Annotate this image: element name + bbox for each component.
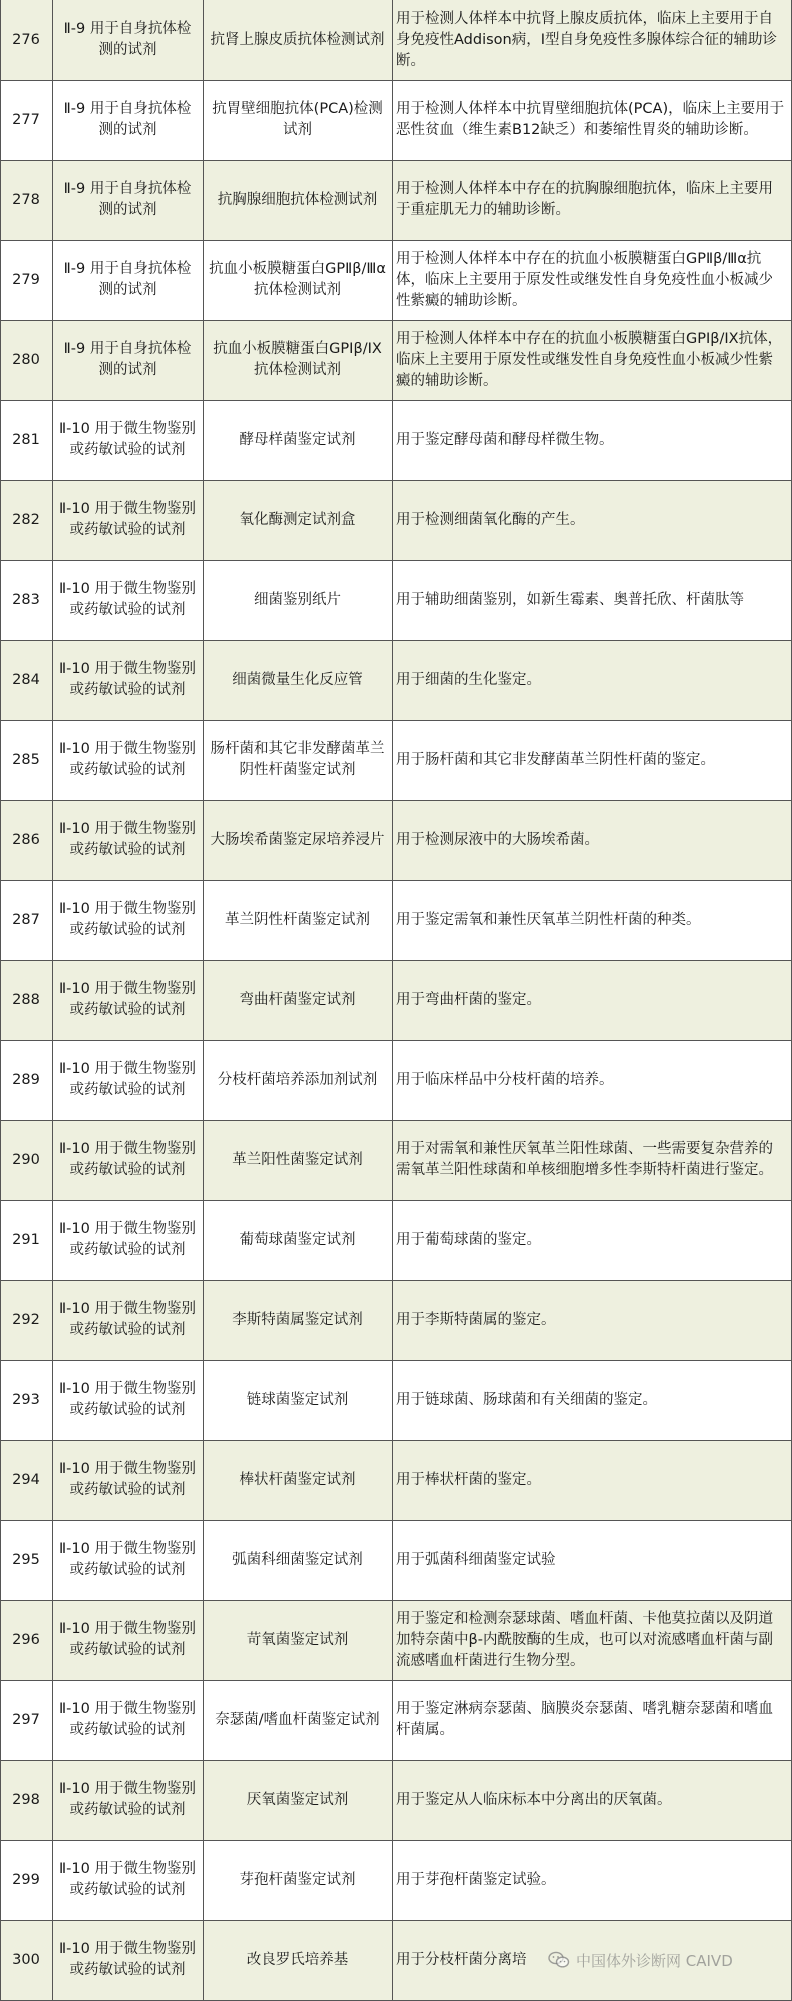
description-cell-text: 用于对需氧和兼性厌氧革兰阳性球菌、一些需要复杂营养的需氧革兰阳性球菌和单核细胞增多性李斯特杆菌进行鉴定。 [396,1141,773,1178]
product-name-cell-text: 弯曲杆菌鉴定试剂 [239,991,356,1008]
description-cell-text: 用于分枝杆菌分离培 [396,1951,527,1968]
description-cell [392,560,792,640]
category-cell-text: Ⅱ-10 用于微生物鉴别或药敏试验的试剂 [59,1781,196,1818]
watermark-text: 中国体外诊断网 CAIVD [576,1951,733,1970]
description-cell [392,80,792,160]
description-cell-text: 用于鉴定淋病奈瑟菌、脑膜炎奈瑟菌、嗜乳糖奈瑟菌和嗜血杆菌属。 [396,1701,773,1738]
product-name-cell [203,1440,392,1520]
row-number [0,800,52,880]
row-divider [0,480,792,481]
row-number [0,960,52,1040]
product-name-cell-text: 棒状杆菌鉴定试剂 [239,1471,356,1488]
category-cell-text: Ⅱ-9 用于自身抗体检测的试剂 [63,21,192,58]
category-cell-text: Ⅱ-10 用于微生物鉴别或药敏试验的试剂 [59,661,196,698]
product-name-cell [203,560,392,640]
category-cell [52,1840,203,1920]
category-cell [52,640,203,720]
product-name-cell [203,320,392,400]
category-cell-text: Ⅱ-10 用于微生物鉴别或药敏试验的试剂 [59,741,196,778]
table-row [0,1360,792,1440]
row-divider [0,1840,792,1841]
product-name-cell [203,800,392,880]
product-name-cell-text: 氧化酶测定试剂盒 [239,511,356,528]
description-cell-text: 用于芽孢杆菌鉴定试验。 [396,1871,556,1888]
row-number-text: 276 [12,31,40,48]
product-name-cell [203,1520,392,1600]
row-number [0,1280,52,1360]
description-cell-text: 用于棒状杆菌的鉴定。 [396,1471,541,1488]
column-divider [203,0,204,2001]
category-cell [52,1600,203,1680]
row-number-text: 277 [12,111,40,128]
row-divider [0,400,792,401]
product-name-cell [203,1120,392,1200]
table-row [0,1280,792,1360]
row-divider [0,1680,792,1681]
description-cell-text: 用于辅助细菌鉴别，如新生霉素、奥普托欣、杆菌肽等 [396,591,744,608]
product-name-cell [203,80,392,160]
category-cell [52,720,203,800]
row-number [0,320,52,400]
description-cell [392,1760,792,1840]
row-number [0,1920,52,2000]
product-name-cell [203,1840,392,1920]
category-cell-text: Ⅱ-9 用于自身抗体检测的试剂 [63,261,192,298]
table-row [0,0,792,80]
row-divider [0,240,792,241]
description-cell-text: 用于临床样品中分枝杆菌的培养。 [396,1071,614,1088]
row-divider [0,640,792,641]
category-cell-text: Ⅱ-10 用于微生物鉴别或药敏试验的试剂 [59,821,196,858]
table-row [0,1680,792,1760]
column-divider [392,0,393,2001]
product-name-cell [203,480,392,560]
row-number-text: 281 [12,431,40,448]
watermark [548,1947,733,1973]
description-cell-text: 用于链球菌、肠球菌和有关细菌的鉴定。 [396,1391,657,1408]
product-name-cell-text: 肠杆菌和其它非发酵菌革兰阴性杆菌鉴定试剂 [210,741,385,778]
row-number-text: 284 [12,671,40,688]
category-cell [52,160,203,240]
category-cell [52,480,203,560]
category-cell-text: Ⅱ-10 用于微生物鉴别或药敏试验的试剂 [59,1381,196,1418]
category-cell-text: Ⅱ-10 用于微生物鉴别或药敏试验的试剂 [59,981,196,1018]
table-row [0,1840,792,1920]
row-divider [0,1200,792,1201]
product-name-cell-text: 酵母样菌鉴定试剂 [239,431,356,448]
product-name-cell [203,1600,392,1680]
product-name-cell-text: 革兰阴性杆菌鉴定试剂 [225,911,370,928]
category-cell [52,80,203,160]
row-number [0,1440,52,1520]
table-row [0,960,792,1040]
category-cell [52,1920,203,2000]
product-name-cell [203,720,392,800]
row-divider [0,1520,792,1521]
product-name-cell-text: 芽孢杆菌鉴定试剂 [239,1871,356,1888]
row-divider [0,1120,792,1121]
table-row [0,320,792,400]
row-number-text: 283 [12,591,40,608]
category-cell-text: Ⅱ-10 用于微生物鉴别或药敏试验的试剂 [59,1621,196,1658]
row-divider [0,880,792,881]
product-name-cell-text: 革兰阳性菌鉴定试剂 [232,1151,363,1168]
category-cell [52,0,203,80]
description-cell [392,960,792,1040]
description-cell [392,480,792,560]
row-number-text: 298 [12,1791,40,1808]
description-cell [392,400,792,480]
category-cell-text: Ⅱ-10 用于微生物鉴别或药敏试验的试剂 [59,1701,196,1738]
product-name-cell [203,1200,392,1280]
category-cell-text: Ⅱ-9 用于自身抗体检测的试剂 [63,181,192,218]
row-divider [0,560,792,561]
product-name-cell-text: 厌氧菌鉴定试剂 [246,1791,349,1808]
category-cell [52,1120,203,1200]
description-cell [392,1600,792,1680]
table-row [0,560,792,640]
description-cell [392,0,792,80]
row-number [0,1520,52,1600]
row-divider [0,720,792,721]
description-cell-text: 用于检测尿液中的大肠埃希菌。 [396,831,599,848]
table-row [0,160,792,240]
row-number [0,0,52,80]
table-row [0,1520,792,1600]
row-number-text: 279 [12,271,40,288]
category-cell [52,1680,203,1760]
description-cell-text: 用于检测人体样本中存在的抗血小板膜糖蛋白GPⅡβ/Ⅲα抗体，临床上主要用于原发性或继发性自身免疫性血小板减少性紫癜的辅助诊断。 [396,250,773,309]
row-number [0,640,52,720]
category-cell-text: Ⅱ-10 用于微生物鉴别或药敏试验的试剂 [59,1221,196,1258]
description-cell [392,1040,792,1120]
row-number-text: 296 [12,1631,40,1648]
product-name-cell [203,1680,392,1760]
row-number [0,80,52,160]
category-cell [52,1040,203,1120]
description-cell-text: 用于检测人体样本中抗胃壁细胞抗体(PCA)，临床上主要用于恶性贫血（维生素B12缺乏）和萎缩性胃炎的辅助诊断。 [396,101,785,138]
description-cell-text: 用于检测人体样本中存在的抗血小板膜糖蛋白GPIβ/IX抗体，临床上主要用于原发性或继发性自身免疫性血小板减少性紫癜的辅助诊断。 [396,330,783,389]
product-name-cell [203,640,392,720]
row-divider [0,320,792,321]
row-number-text: 287 [12,911,40,928]
description-cell [392,1360,792,1440]
table-row [0,640,792,720]
description-cell-text: 用于检测人体样本中抗肾上腺皮质抗体，临床上主要用于自身免疫性Addison病，Ⅰ型自身免疫性多腺体综合征的辅助诊断。 [396,10,777,69]
category-cell-text: Ⅱ-9 用于自身抗体检测的试剂 [63,341,192,378]
category-cell-text: Ⅱ-10 用于微生物鉴别或药敏试验的试剂 [59,1941,196,1978]
description-cell [392,1280,792,1360]
description-cell [392,1840,792,1920]
table-row [0,720,792,800]
row-divider [0,1760,792,1761]
table-row [0,1120,792,1200]
product-name-cell [203,160,392,240]
category-cell [52,800,203,880]
table-row [0,1040,792,1120]
row-number-text: 290 [12,1151,40,1168]
description-cell [392,1120,792,1200]
description-cell [392,1680,792,1760]
product-name-cell [203,400,392,480]
description-cell [392,880,792,960]
product-name-cell-text: 奈瑟菌/嗜血杆菌鉴定试剂 [215,1711,380,1728]
product-name-cell-text: 抗胃壁细胞抗体(PCA)检测试剂 [212,101,383,138]
description-cell [392,160,792,240]
row-number [0,1600,52,1680]
description-cell-text: 用于鉴定酵母菌和酵母样微生物。 [396,431,614,448]
row-number-text: 280 [12,351,40,368]
description-cell-text: 用于李斯特菌属的鉴定。 [396,1311,556,1328]
row-number-text: 295 [12,1551,40,1568]
category-cell-text: Ⅱ-9 用于自身抗体检测的试剂 [63,101,192,138]
table-row [0,800,792,880]
description-cell [392,240,792,320]
category-cell-text: Ⅱ-10 用于微生物鉴别或药敏试验的试剂 [59,421,196,458]
product-name-cell-text: 抗血小板膜糖蛋白GPIβ/IX抗体检测试剂 [213,341,382,378]
product-name-cell-text: 细菌鉴别纸片 [254,591,341,608]
description-cell-text: 用于弧菌科细菌鉴定试验 [396,1551,556,1568]
row-number [0,560,52,640]
row-number [0,1680,52,1760]
row-number-text: 286 [12,831,40,848]
row-number-text: 285 [12,751,40,768]
row-number-text: 288 [12,991,40,1008]
row-divider [0,1440,792,1441]
category-cell [52,320,203,400]
description-cell [392,800,792,880]
category-cell-text: Ⅱ-10 用于微生物鉴别或药敏试验的试剂 [59,1861,196,1898]
product-name-cell-text: 抗肾上腺皮质抗体检测试剂 [210,31,385,48]
product-name-cell-text: 苛氧菌鉴定试剂 [246,1631,349,1648]
product-name-cell [203,240,392,320]
description-cell-text: 用于葡萄球菌的鉴定。 [396,1231,541,1248]
description-cell [392,1200,792,1280]
table-row [0,240,792,320]
description-cell-text: 用于鉴定需氧和兼性厌氧革兰阴性杆菌的种类。 [396,911,701,928]
category-cell [52,960,203,1040]
row-number-text: 291 [12,1231,40,1248]
category-cell [52,1760,203,1840]
row-number-text: 289 [12,1071,40,1088]
row-divider [0,1600,792,1601]
category-cell [52,400,203,480]
row-number [0,1360,52,1440]
product-name-cell [203,960,392,1040]
row-divider [0,160,792,161]
table-row [0,400,792,480]
category-cell [52,1440,203,1520]
table-row [0,1760,792,1840]
row-number-text: 278 [12,191,40,208]
row-number-text: 297 [12,1711,40,1728]
row-divider [0,1920,792,1921]
product-name-cell [203,1920,392,2000]
product-name-cell [203,0,392,80]
category-cell [52,1360,203,1440]
row-divider [0,1040,792,1041]
product-name-cell [203,1760,392,1840]
row-number-text: 294 [12,1471,40,1488]
category-cell-text: Ⅱ-10 用于微生物鉴别或药敏试验的试剂 [59,1541,196,1578]
category-cell [52,1200,203,1280]
row-number-text: 292 [12,1311,40,1328]
description-cell [392,720,792,800]
description-cell-text: 用于鉴定和检测奈瑟球菌、嗜血杆菌、卡他莫拉菌以及阴道加特奈菌中β-内酰胺酶的生成，也可以对流感嗜血杆菌与副流感嗜血杆菌进行生物分型。 [396,1610,773,1669]
description-cell [392,640,792,720]
table-row [0,1440,792,1520]
product-name-cell [203,1280,392,1360]
product-name-cell [203,1040,392,1120]
description-cell [392,320,792,400]
table-row [0,80,792,160]
row-divider [0,1280,792,1281]
product-name-cell-text: 葡萄球菌鉴定试剂 [239,1231,356,1248]
category-cell [52,880,203,960]
row-number [0,480,52,560]
category-cell-text: Ⅱ-10 用于微生物鉴别或药敏试验的试剂 [59,1461,196,1498]
description-cell-text: 用于细菌的生化鉴定。 [396,671,541,688]
row-number [0,400,52,480]
row-divider [0,1360,792,1361]
category-cell-text: Ⅱ-10 用于微生物鉴别或药敏试验的试剂 [59,581,196,618]
category-cell-text: Ⅱ-10 用于微生物鉴别或药敏试验的试剂 [59,901,196,938]
row-number [0,1120,52,1200]
wechat-icon [548,1951,570,1969]
category-cell [52,1520,203,1600]
column-divider [52,0,53,2001]
product-name-cell-text: 改良罗氏培养基 [246,1951,349,1968]
table-row [0,880,792,960]
product-name-cell-text: 弧菌科细菌鉴定试剂 [232,1551,363,1568]
row-number [0,1040,52,1120]
row-number-text: 282 [12,511,40,528]
row-number [0,880,52,960]
description-cell-text: 用于鉴定从人临床标本中分离出的厌氧菌。 [396,1791,672,1808]
description-cell-text: 用于检测细菌氧化酶的产生。 [396,511,585,528]
product-name-cell-text: 分枝杆菌培养添加剂试剂 [217,1071,378,1088]
row-number [0,720,52,800]
category-cell-text: Ⅱ-10 用于微生物鉴别或药敏试验的试剂 [59,501,196,538]
table-row [0,1200,792,1280]
product-name-cell-text: 抗血小板膜糖蛋白GPⅡβ/Ⅲα抗体检测试剂 [209,261,386,298]
product-name-cell-text: 李斯特菌属鉴定试剂 [232,1311,363,1328]
row-divider [0,800,792,801]
row-number-text: 299 [12,1871,40,1888]
row-number [0,240,52,320]
description-cell [392,1520,792,1600]
product-name-cell-text: 抗胸腺细胞抗体检测试剂 [217,191,378,208]
row-number [0,1200,52,1280]
table-row [0,480,792,560]
category-cell-text: Ⅱ-10 用于微生物鉴别或药敏试验的试剂 [59,1141,196,1178]
product-name-cell-text: 链球菌鉴定试剂 [246,1391,349,1408]
row-number [0,1760,52,1840]
description-cell [392,1440,792,1520]
category-cell-text: Ⅱ-10 用于微生物鉴别或药敏试验的试剂 [59,1301,196,1338]
description-cell-text: 用于弯曲杆菌的鉴定。 [396,991,541,1008]
row-number-text: 300 [12,1951,40,1968]
table-row [0,1600,792,1680]
product-name-cell [203,880,392,960]
category-cell [52,1280,203,1360]
category-cell [52,240,203,320]
row-divider [0,960,792,961]
row-number [0,1840,52,1920]
row-number [0,160,52,240]
description-cell-text: 用于肠杆菌和其它非发酵菌革兰阴性杆菌的鉴定。 [396,751,715,768]
category-cell-text: Ⅱ-10 用于微生物鉴别或药敏试验的试剂 [59,1061,196,1098]
category-cell [52,560,203,640]
product-name-cell-text: 大肠埃希菌鉴定尿培养浸片 [210,831,385,848]
description-cell-text: 用于检测人体样本中存在的抗胸腺细胞抗体，临床上主要用于重症肌无力的辅助诊断。 [396,181,773,218]
row-divider [0,80,792,81]
row-number-text: 293 [12,1391,40,1408]
product-name-cell [203,1360,392,1440]
column-divider [0,0,1,2001]
product-name-cell-text: 细菌微量生化反应管 [232,671,363,688]
